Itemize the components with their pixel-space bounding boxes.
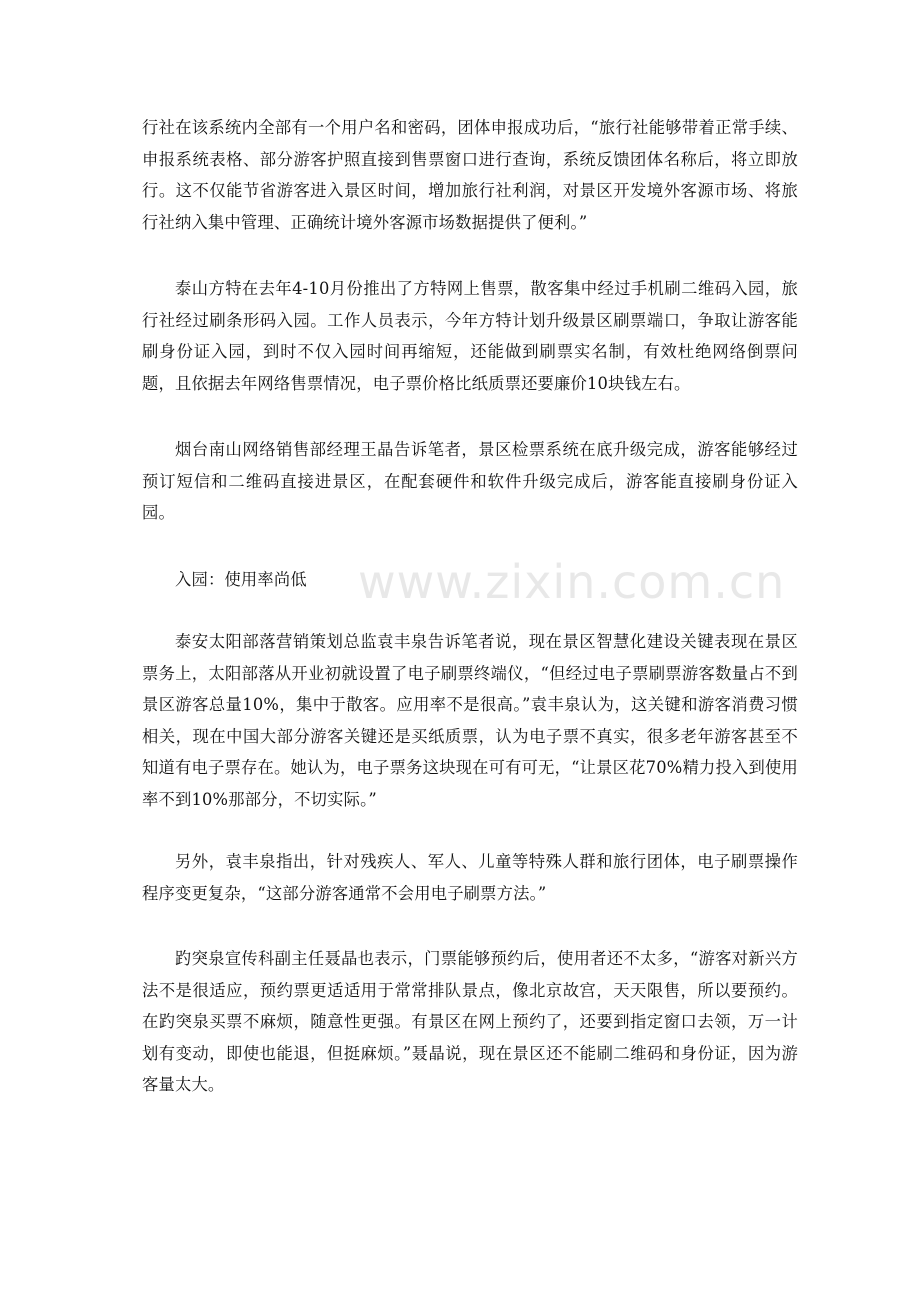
paragraph-6: 趵突泉宣传科副主任聂晶也表示，门票能够预约后，使用者还不太多，“游客对新兴方法不是很适应，预约票更适适用于常常排队景点，像北京故宫，天天限售，所以要预约。在趵突泉买票不麻烦，随意性更强。有景区在网上预约了，还要到指定窗口去领，万一计划有变动，即使也能退，但挺麻烦。”聂晶说，现在景区还不能刷二维码和身份证，因为游客量太大。	[142, 949, 798, 1094]
paragraph-3: 烟台南山网络销售部经理王晶告诉笔者，景区检票系统在底升级完成，游客能够经过预订短信和二维码直接进景区，在配套硬件和软件升级完成后，游客能直接刷身份证入园。	[142, 440, 798, 522]
paragraph-1: 行社在该系统内全部有一个用户名和密码，团体申报成功后，“旅行社能够带着正常手续、申报系统表格、部分游客护照直接到售票窗口进行查询，系统反馈团体名称后，将立即放行。这不仅能节省游客进入景区时间，增加旅行社利润，对景区开发境外客源市场、将旅行社纳入集中管理、正确统计境外客源市场数据提供了便利。”	[142, 118, 798, 232]
paragraph-4: 泰安太阳部落营销策划总监袁丰泉告诉笔者说，现在景区智慧化建设关键表现在景区票务上，太阳部落从开业初就设置了电子刷票终端仪，“但经过电子票刷票游客数量占不到景区游客总量10%，集中于散客。应用率不是很高。”袁丰泉认为，这关键和游客消费习惯相关，现在中国大部分游客关键还是买纸质票，认为电子票不真实，很多老年游客甚至不知道有电子票存在。她认为，电子票务这块现在可有可无，“让景区花70%精力投入到使用率不到10%那部分，不切实际。”	[142, 632, 798, 809]
watermark: www.zixin.com.cn	[358, 555, 786, 609]
document-page	[142, 112, 798, 1101]
paragraph-2: 泰山方特在去年4-10月份推出了方特网上售票，散客集中经过手机刷二维码入园，旅行社经过刷条形码入园。工作人员表示，今年方特计划升级景区刷票端口，争取让游客能刷身份证入园，到时不仅入园时间再缩短，还能做到刷票实名制，有效杜绝网络倒票问题，且依据去年网络售票情况，电子票价格比纸质票还要廉价10块钱左右。	[142, 279, 798, 393]
section-heading: 入园：使用率尚低	[175, 569, 307, 589]
paragraph-5: 另外，袁丰泉指出，针对残疾人、军人、儿童等特殊人群和旅行团体，电子刷票操作程序变更复杂，“这部分游客通常不会用电子刷票方法。”	[142, 852, 798, 903]
